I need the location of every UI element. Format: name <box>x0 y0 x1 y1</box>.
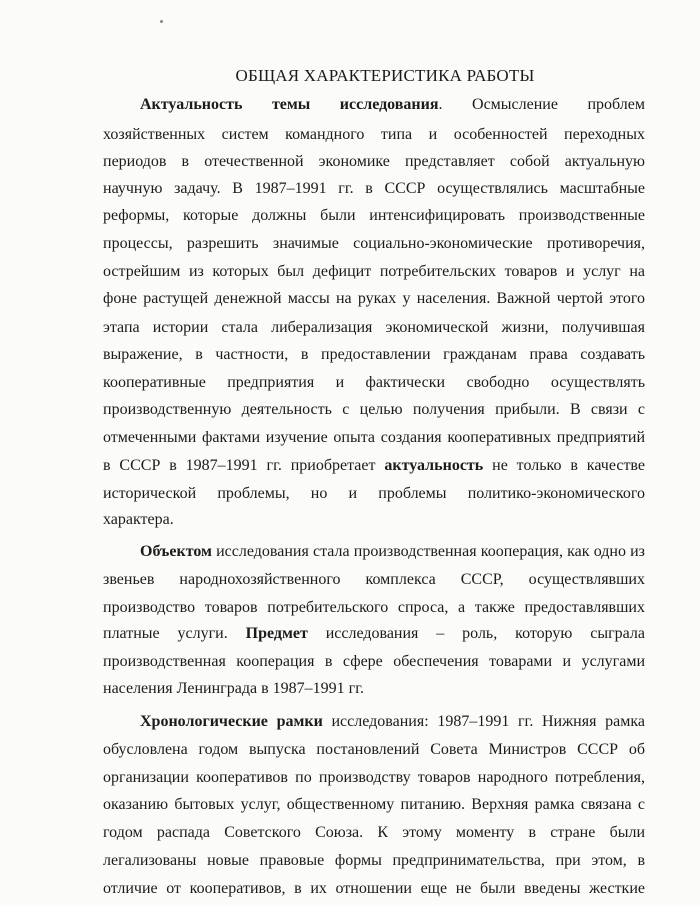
text-line: годом распада Советского Союза. К этому моменту в стране были <box>103 824 645 841</box>
text-line: обусловлена годом выпуска постановлений Совета Министров СССР об <box>103 741 645 758</box>
scan-speck <box>160 20 163 23</box>
text-line: организации кооперативов по производству товаров народного потребления, <box>103 769 645 786</box>
text-line: легализованы новые правовые формы предпринимательства, при этом, в <box>103 852 645 869</box>
text-line: Актуальность темы исследования. Осмысление проблем <box>140 96 645 113</box>
page-title: ОБЩАЯ ХАРАКТЕРИСТИКА РАБОТЫ <box>235 66 535 85</box>
text-line: фоне растущей денежной массы на руках у населения. Важной чертой этого <box>103 290 645 307</box>
text-line: населения Ленинграда в 1987–1991 гг. <box>103 680 364 697</box>
text-line: отличие от кооперативов, в их отношении еще не были введены жесткие <box>103 880 645 897</box>
text-line: выражение, в частности, в предоставлении гражданам права создавать <box>103 346 645 363</box>
text-line: оказанию бытовых услуг, общественному питанию. Верхняя рамка связана с <box>103 796 645 813</box>
text-line: производственную деятельность с целью получения прибыли. В связи с <box>103 401 645 418</box>
text-line: в СССР в 1987–1991 гг. приобретает актуальность не только в качестве <box>103 457 645 474</box>
text-line: этапа истории стала либерализация экономической жизни, получившая <box>103 319 645 336</box>
text-line: реформы, которые должны были интенсифицировать производственные <box>103 207 645 224</box>
text-line: исторической проблемы, но и проблемы политико-экономического <box>103 485 645 502</box>
text-line: Хронологические рамки исследования: 1987–1991 гг. Нижняя рамка <box>140 713 645 730</box>
text-line: отмеченными фактами изучение опыта создания кооперативных предприятий <box>103 429 645 446</box>
text-line: звеньев народнохозяйственного комплекса СССР, осуществлявших <box>103 571 645 588</box>
text-line: кооперативные предприятия и фактически свободно осуществлять <box>103 374 645 391</box>
text-line: платные услуги. Предмет исследования – роль, которую сыграла <box>103 625 646 642</box>
text-line: острейшим из которых был дефицит потребительских товаров и услуг на <box>103 263 645 280</box>
text-line: производство товаров потребительского спроса, а также предоставлявших <box>103 599 645 616</box>
text-line: процессы, разрешить значимые социально-экономические противоречия, <box>103 235 645 252</box>
text-line: производственная кооперация в сфере обеспечения товарами и услугами <box>103 653 645 670</box>
text-line: периодов в отечественной экономике представляет собой актуальную <box>103 153 645 170</box>
text-line: характера. <box>103 511 174 528</box>
text-line: научную задачу. В 1987–1991 гг. в СССР осуществлялись масштабные <box>103 180 645 197</box>
text-line: хозяйственных систем командного типа и особенностей переходных <box>103 126 645 143</box>
text-line: Объектом исследования стала производственная кооперация, как одно из <box>140 543 645 560</box>
